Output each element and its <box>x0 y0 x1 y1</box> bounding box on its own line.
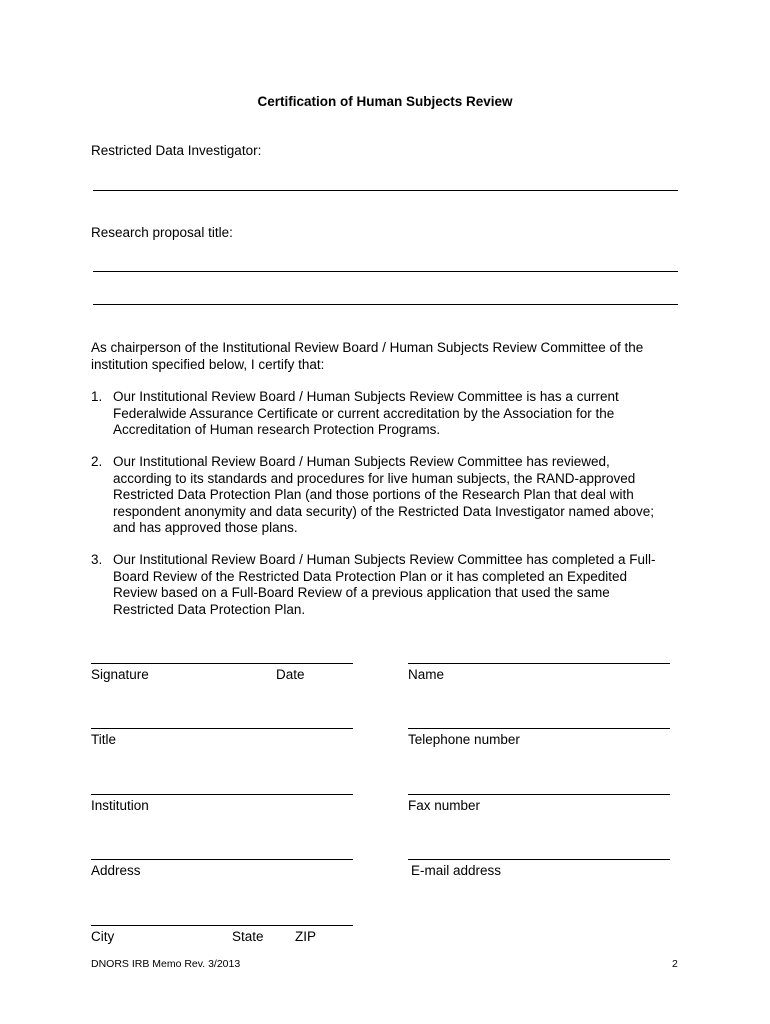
zip-label: ZIP <box>295 929 317 944</box>
fax-label: Fax number <box>408 798 481 813</box>
signature-label: Signature <box>91 667 149 682</box>
address-line[interactable] <box>91 859 353 860</box>
city-state-zip-line[interactable] <box>91 925 353 926</box>
telephone-line[interactable] <box>408 728 670 729</box>
proposal-title-line-2[interactable] <box>93 304 678 305</box>
certification-item-3 <box>91 552 681 618</box>
item-line: Our Institutional Review Board / Human Subjects Review Committee is has a current <box>113 389 619 404</box>
city-label: City <box>91 929 115 944</box>
item-number: 3. <box>91 552 103 567</box>
page-number: 2 <box>672 958 678 970</box>
institution-line[interactable] <box>91 794 353 795</box>
proposal-title-line-1[interactable] <box>93 271 678 272</box>
title-label: Title <box>91 732 117 747</box>
email-label: E-mail address <box>411 863 502 878</box>
item-line: and has approved those plans. <box>113 520 298 535</box>
item-line: according to its standards and procedures for live human subjects, the RAND-approved <box>113 470 636 486</box>
investigator-line[interactable] <box>93 190 678 191</box>
email-line[interactable] <box>408 859 670 860</box>
proposal-title-label: Research proposal title: <box>91 225 233 240</box>
title-line[interactable] <box>91 728 353 729</box>
certification-item-2 <box>91 454 681 537</box>
item-line: Our Institutional Review Board / Human Subjects Review Committee has reviewed, <box>113 454 610 469</box>
certification-item-1 <box>91 389 681 439</box>
signature-date-line[interactable] <box>91 663 353 664</box>
item-line: Restricted Data Protection Plan (and those portions of the Research Plan that deal with <box>113 487 634 502</box>
item-line: Our Institutional Review Board / Human Subjects Review Committee has completed a Full- <box>113 552 656 567</box>
item-line: Accreditation of Human research Protection Programs. <box>113 422 441 437</box>
name-label: Name <box>408 667 445 682</box>
item-line: Board Review of the Restricted Data Protection Plan or it has completed an Expedited <box>113 568 628 584</box>
item-number: 1. <box>91 389 103 404</box>
item-line: Federalwide Assurance Certificate or current accreditation by the Association for the <box>113 405 615 421</box>
document-title: Certification of Human Subjects Review <box>257 94 513 109</box>
fax-line[interactable] <box>408 794 670 795</box>
investigator-label: Restricted Data Investigator: <box>91 143 262 158</box>
intro-line: As chairperson of the Institutional Review Board / Human Subjects Review Committee of the <box>91 340 644 355</box>
item-line: Restricted Data Protection Plan. <box>113 601 306 617</box>
institution-label: Institution <box>91 798 149 813</box>
telephone-label: Telephone number <box>408 732 520 747</box>
date-label: Date <box>276 667 305 682</box>
address-label: Address <box>91 863 141 878</box>
certification-intro <box>91 340 681 373</box>
state-label: State <box>232 929 264 944</box>
item-line: respondent anonymity and data security) of the Restricted Data Investigator named above; <box>113 503 655 519</box>
intro-line: institution specified below, I certify that: <box>91 356 325 372</box>
item-line: Review based on a Full-Board Review of a previous application that used the same <box>113 585 610 600</box>
footer-revision: DNORS IRB Memo Rev. 3/2013 <box>91 958 241 970</box>
item-number: 2. <box>91 454 103 469</box>
name-line[interactable] <box>408 663 670 664</box>
